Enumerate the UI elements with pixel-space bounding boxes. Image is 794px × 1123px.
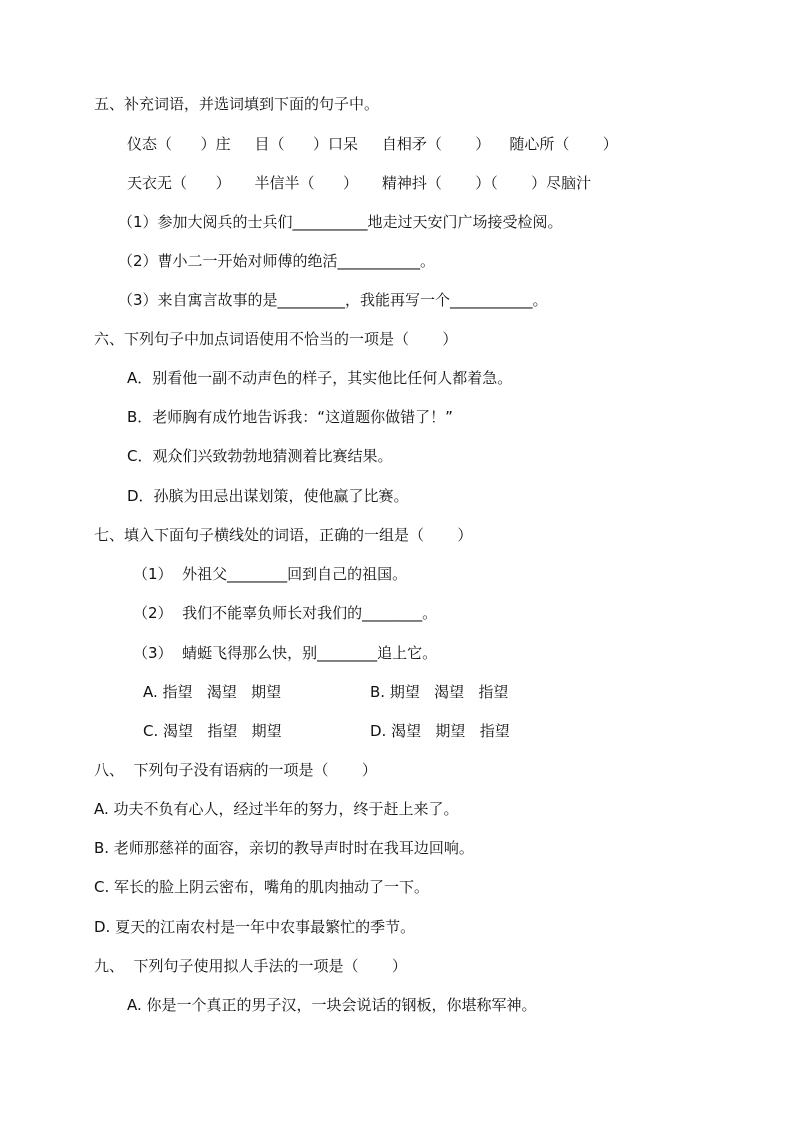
section-6-option-c: C．观众们兴致勃勃地猜测着比赛结果。 — [127, 447, 393, 465]
section-7-question-1: （1） 外祖父________回到自己的祖国。 — [133, 565, 408, 583]
section-6-option-a: A．别看他一副不动声色的样子，其实他比任何人都着急。 — [127, 369, 513, 387]
section-5-row-2: 天衣无（ ） 半信半（ ） 精神抖（ ）（ ）尽脑汁 — [127, 174, 592, 192]
section-7-question-2: （2） 我们不能辜负师长对我们的________。 — [133, 604, 438, 622]
section-7-option-a: A. 指望 渴望 期望 — [143, 683, 282, 701]
section-8-option-d: D. 夏天的江南农村是一年中农事最繁忙的季节。 — [94, 918, 416, 936]
section-9-title: 九、 下列句子使用拟人手法的一项是（ ） — [94, 957, 407, 975]
section-6-option-b: B．老师胸有成竹地告诉我：“这道题你做错了！” — [127, 408, 453, 426]
section-6-title: 六、下列句子中加点词语使用不恰当的一项是（ ） — [94, 330, 458, 348]
section-7-question-3: （3） 蜻蜓飞得那么快，别________追上它。 — [133, 644, 438, 662]
section-7-option-c: C. 渴望 指望 期望 — [143, 722, 282, 740]
section-8-option-a: A. 功夫不负有心人，经过半年的努力，终于赶上来了。 — [94, 800, 459, 818]
section-5-question-2: （2）曹小二一开始对师傅的绝活___________。 — [118, 252, 436, 270]
section-6-option-d: D．孙膑为田忌出谋划策，使他赢了比赛。 — [127, 487, 409, 505]
section-5-question-3: （3）来自寓言故事的是_________，我能再写一个___________。 — [118, 291, 548, 309]
section-9-option-a: A. 你是一个真正的男子汉，一块会说话的钢板，你堪称军神。 — [127, 996, 537, 1014]
section-8-option-c: C. 军长的脸上阴云密布，嘴角的肌肉抽动了一下。 — [94, 878, 430, 896]
section-5-row-1: 仪态（ ）庄 目（ ）口呆 自相矛（ ） 随心所（ ） — [127, 135, 618, 153]
section-8-option-b: B. 老师那慈祥的面容，亲切的教导声时时在我耳边回响。 — [94, 839, 474, 857]
section-5-title: 五、补充词语，并选词填到下面的句子中。 — [94, 95, 380, 113]
section-5-question-1: （1）参加大阅兵的士兵们__________地走过天安门广场接受检阅。 — [118, 213, 563, 231]
section-8-title: 八、 下列句子没有语病的一项是（ ） — [94, 761, 377, 779]
section-7-title: 七、填入下面句子横线处的词语，正确的一组是（ ） — [94, 526, 473, 544]
section-7-option-d: D. 渴望 期望 指望 — [370, 722, 510, 740]
section-7-option-b: B. 期望 渴望 指望 — [370, 683, 509, 701]
